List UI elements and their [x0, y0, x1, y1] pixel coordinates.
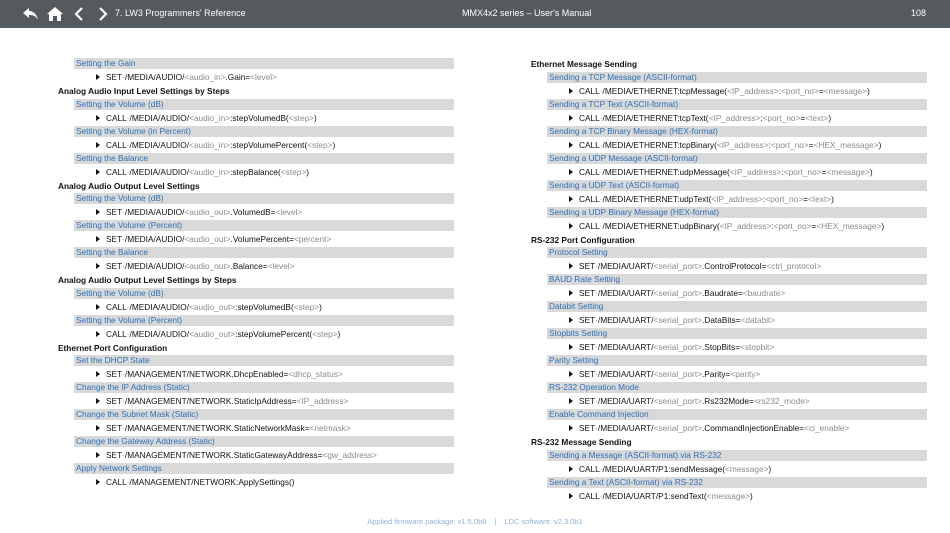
- command-line: [96, 258, 454, 274]
- command-line: [569, 339, 927, 355]
- bullet-arrow-icon: [96, 74, 100, 80]
- command-line: [96, 393, 454, 409]
- command-placeholder: ·: [126, 328, 130, 339]
- bullet-arrow-icon: [96, 425, 100, 431]
- bullet-arrow-icon: [96, 398, 100, 404]
- command-placeholder: <IP_address>: [729, 166, 782, 177]
- command-placeholder: <percent>: [293, 234, 332, 244]
- firmware-version: Applied firmware package: v1.5.0b8: [367, 517, 487, 526]
- command-placeholder: ·: [126, 477, 130, 487]
- command-text: SET: [579, 369, 596, 379]
- command-text: ): [878, 139, 882, 150]
- command-text: ): [337, 328, 341, 339]
- bullet-arrow-icon: [569, 88, 573, 94]
- command-text: ): [881, 220, 885, 231]
- command-link[interactable]: Parity Setting: [547, 355, 927, 366]
- command-placeholder: ·: [595, 423, 598, 433]
- command-placeholder: <IP_address>: [711, 193, 764, 204]
- command-text: /MEDIA/UART/P1:sendText(: [602, 490, 707, 501]
- command-placeholder: <text>: [808, 193, 832, 204]
- navigation-controls: [22, 5, 112, 23]
- command-placeholder: <port_no>: [781, 85, 819, 96]
- command-text: =: [800, 112, 806, 123]
- chevron-left-icon[interactable]: [70, 5, 88, 23]
- command-link[interactable]: Sending a UDP Binary Message (HEX-format): [547, 207, 927, 218]
- command-placeholder: <dhcp_status>: [288, 369, 343, 379]
- command-text: ): [319, 301, 322, 312]
- section-heading: Ethernet Port Configuration: [58, 342, 168, 353]
- command-line: [569, 393, 927, 409]
- left-column: [58, 58, 454, 490]
- section-heading: RS-232 Port Configuration: [531, 234, 635, 245]
- command-placeholder: <audio_out>: [184, 234, 231, 244]
- command-placeholder: <message>: [823, 85, 868, 96]
- header-bar: [0, 0, 950, 28]
- command-placeholder: <level>: [275, 207, 303, 217]
- command-placeholder: ·: [599, 490, 603, 501]
- command-link[interactable]: Sending a UDP Message (ASCII-format): [547, 153, 927, 164]
- command-text: /MANAGEMENT/NETWORK.StaticGatewayAddress=: [124, 450, 323, 460]
- command-text: /MEDIA/ETHERNET:tcpBinary(: [602, 139, 717, 150]
- command-line: [569, 366, 927, 382]
- command-text: SET: [106, 261, 123, 271]
- bullet-arrow-icon: [569, 425, 573, 431]
- command-placeholder: <audio_out>: [184, 207, 231, 217]
- command-placeholder: <databit>: [740, 315, 776, 325]
- bullet-arrow-icon: [569, 142, 573, 148]
- bullet-arrow-icon: [569, 223, 573, 229]
- command-placeholder: ·: [122, 261, 125, 271]
- command-link[interactable]: Change the IP Address (Static): [74, 382, 454, 393]
- home-icon[interactable]: [46, 5, 64, 23]
- command-link[interactable]: Setting the Volume (dB): [74, 288, 454, 299]
- command-line: [96, 164, 454, 180]
- command-placeholder: <audio_out>: [184, 261, 231, 271]
- command-text: SET: [579, 342, 596, 352]
- command-text: =: [811, 220, 817, 231]
- command-placeholder: <audio_out>: [189, 301, 236, 312]
- command-text: ): [332, 139, 336, 150]
- command-placeholder: ·: [126, 301, 130, 312]
- command-placeholder: <message>: [725, 463, 769, 474]
- command-text: /MEDIA/AUDIO/: [124, 234, 185, 244]
- command-text: .Baudrate=: [701, 288, 743, 298]
- command-text: /MEDIA/UART/: [597, 342, 654, 352]
- command-placeholder: <port_no>: [783, 166, 822, 177]
- right-column: [531, 58, 927, 504]
- command-placeholder: <level>: [267, 261, 295, 271]
- command-line: [569, 83, 927, 99]
- command-placeholder: ·: [599, 85, 603, 96]
- command-placeholder: <audio_in>: [189, 112, 231, 123]
- bullet-arrow-icon: [96, 142, 100, 148]
- command-line: [569, 258, 927, 274]
- command-placeholder: <IP_address>: [296, 396, 349, 406]
- command-text: /MEDIA/UART/: [597, 423, 654, 433]
- command-link[interactable]: Setting the Volume (Percent): [74, 220, 454, 231]
- command-line: [96, 231, 454, 247]
- command-placeholder: ·: [122, 423, 125, 433]
- command-link[interactable]: Protocol Setting: [547, 247, 927, 258]
- section-heading: Analog Audio Output Level Settings by Steps: [58, 275, 237, 285]
- command-text: =: [808, 139, 814, 150]
- command-text: SET: [106, 207, 123, 217]
- command-placeholder: <IP_address>: [716, 139, 769, 150]
- command-text: ): [768, 463, 772, 474]
- command-placeholder: ·: [599, 112, 603, 123]
- command-link[interactable]: Setting the Balance: [74, 247, 454, 258]
- command-placeholder: <audio_in>: [189, 166, 231, 177]
- command-line: [569, 191, 927, 207]
- command-placeholder: ·: [595, 342, 598, 352]
- command-text: .StopBits=: [701, 342, 741, 352]
- command-link[interactable]: RS-232 Operation Mode: [547, 382, 927, 393]
- command-placeholder: ·: [126, 166, 130, 177]
- bullet-arrow-icon: [96, 479, 100, 485]
- command-placeholder: ·: [126, 139, 130, 150]
- command-text: CALL: [579, 166, 600, 177]
- command-line: [96, 447, 454, 463]
- command-placeholder: ·: [122, 72, 125, 82]
- command-placeholder: <gw_address>: [322, 450, 377, 460]
- bullet-arrow-icon: [96, 371, 100, 377]
- command-placeholder: ·: [122, 450, 125, 460]
- command-text: CALL: [106, 139, 127, 150]
- command-link[interactable]: Stopbits Setting: [547, 328, 927, 339]
- command-text: CALL: [579, 193, 600, 204]
- command-link[interactable]: Enable Command Injection: [547, 409, 927, 420]
- command-placeholder: ·: [595, 396, 598, 406]
- command-text: SET: [106, 72, 123, 82]
- command-placeholder: ·: [122, 396, 125, 406]
- command-placeholder: ·: [122, 207, 125, 217]
- bullet-arrow-icon: [569, 115, 573, 121]
- command-placeholder: <serial_port>: [653, 369, 702, 379]
- command-text: /MEDIA/UART/: [597, 396, 654, 406]
- command-placeholder: <port_no>: [765, 193, 804, 204]
- command-link[interactable]: Setting the Volume (dB): [74, 99, 454, 110]
- command-text: /MEDIA/ETHERNET:udpBinary(: [602, 220, 720, 231]
- command-text: CALL: [579, 112, 600, 123]
- command-text: =: [818, 85, 824, 96]
- command-placeholder: <netmask>: [309, 423, 351, 433]
- command-placeholder: <serial_port>: [653, 396, 702, 406]
- bullet-arrow-icon: [96, 169, 100, 175]
- command-placeholder: <ci_enable>: [804, 423, 850, 433]
- command-placeholder: <serial_port>: [653, 342, 702, 352]
- command-line: [96, 137, 454, 153]
- command-text: ): [306, 166, 309, 177]
- command-text: SET: [106, 423, 123, 433]
- command-text: :: [763, 193, 766, 204]
- command-text: .Parity=: [701, 369, 731, 379]
- command-placeholder: ·: [126, 112, 130, 123]
- command-link[interactable]: Setting the Volume (dB): [74, 193, 454, 204]
- command-text: CALL: [579, 463, 600, 474]
- command-placeholder: <step>: [288, 112, 315, 123]
- command-link[interactable]: Sending a Text (ASCII-format) via RS-232: [547, 477, 927, 488]
- command-text: .ControlProtocol=: [701, 261, 767, 271]
- bullet-arrow-icon: [569, 317, 573, 323]
- command-placeholder: <HEX_message>: [813, 139, 879, 150]
- command-text: ): [314, 112, 317, 123]
- bullet-arrow-icon: [569, 290, 573, 296]
- command-placeholder: <ctrl_protocol>: [766, 261, 822, 271]
- command-placeholder: <serial_port>: [653, 261, 702, 271]
- command-placeholder: ·: [122, 234, 125, 244]
- command-text: /MEDIA/AUDIO/: [124, 72, 185, 82]
- command-text: CALL: [579, 139, 600, 150]
- command-text: SET: [106, 234, 123, 244]
- command-line: [96, 299, 454, 315]
- command-line: [96, 69, 454, 85]
- command-placeholder: <rs232_mode>: [753, 396, 810, 406]
- command-link[interactable]: Databit Setting: [547, 301, 927, 312]
- command-placeholder: ·: [122, 369, 125, 379]
- software-version: LDC software: v2.3.0b1: [504, 517, 583, 526]
- command-placeholder: <serial_port>: [653, 423, 702, 433]
- command-text: SET: [579, 261, 596, 271]
- bullet-arrow-icon: [96, 263, 100, 269]
- command-placeholder: ·: [595, 315, 598, 325]
- command-text: CALL: [579, 220, 600, 231]
- command-text: ): [831, 193, 834, 204]
- command-text: :: [778, 85, 781, 96]
- command-text: ): [828, 112, 832, 123]
- command-link[interactable]: Setting the Volume (in Percent): [74, 126, 454, 137]
- command-line: [96, 366, 454, 382]
- command-text: /MEDIA/AUDIO/: [129, 166, 189, 177]
- command-text: SET: [106, 450, 123, 460]
- command-placeholder: <IP_address>: [719, 220, 772, 231]
- back-icon[interactable]: [22, 5, 40, 23]
- command-placeholder: <step>: [293, 301, 320, 312]
- command-text: :stepVolumedB(: [235, 301, 294, 312]
- command-line: [569, 488, 927, 504]
- command-line: [96, 474, 454, 490]
- command-text: ): [869, 166, 873, 177]
- command-link[interactable]: Sending a UDP Text (ASCII-format): [547, 180, 927, 191]
- bullet-arrow-icon: [569, 169, 573, 175]
- command-text: /MANAGEMENT/NETWORK.StaticIpAddress=: [124, 396, 297, 406]
- command-text: /MANAGEMENT/NETWORK:ApplySettings(): [129, 477, 295, 487]
- command-link[interactable]: Sending a TCP Text (ASCII-format): [547, 99, 927, 110]
- command-placeholder: <IP_address>: [727, 85, 779, 96]
- command-link[interactable]: Sending a TCP Message (ASCII-format): [547, 72, 927, 83]
- command-text: /MANAGEMENT/NETWORK.StaticNetworkMask=: [124, 423, 310, 433]
- command-text: CALL: [106, 328, 127, 339]
- command-text: SET: [579, 288, 596, 298]
- command-text: .VolumedB=: [230, 207, 276, 217]
- command-text: CALL: [579, 85, 600, 96]
- command-text: CALL: [579, 490, 600, 501]
- command-text: SET: [106, 396, 123, 406]
- command-text: .VolumePercent=: [230, 234, 294, 244]
- command-line: [96, 326, 454, 342]
- command-placeholder: ·: [599, 193, 603, 204]
- command-line: [569, 312, 927, 328]
- command-text: /MEDIA/UART/: [597, 261, 654, 271]
- command-text: /MANAGEMENT/NETWORK.DhcpEnabled=: [124, 369, 289, 379]
- command-text: .CommandInjectionEnable=: [701, 423, 805, 433]
- command-link[interactable]: Apply Network Settings: [74, 463, 454, 474]
- command-placeholder: <step>: [312, 328, 338, 339]
- command-text: /MEDIA/AUDIO/: [129, 328, 189, 339]
- command-text: /MEDIA/AUDIO/: [129, 301, 189, 312]
- command-text: .Balance=: [230, 261, 268, 271]
- command-text: =: [803, 193, 809, 204]
- command-text: .Rs232Mode=: [701, 396, 754, 406]
- command-text: /MEDIA/ETHERNET:udpMessage(: [602, 166, 730, 177]
- bullet-arrow-icon: [96, 209, 100, 215]
- command-text: /MEDIA/ETHERNET:tcpMessage(: [602, 85, 728, 96]
- bullet-arrow-icon: [569, 196, 573, 202]
- command-placeholder: ·: [599, 139, 603, 150]
- command-text: CALL: [106, 301, 127, 312]
- bullet-arrow-icon: [569, 398, 573, 404]
- command-placeholder: <message>: [826, 166, 870, 177]
- command-text: :: [781, 166, 784, 177]
- command-placeholder: <parity>: [730, 369, 761, 379]
- command-link[interactable]: Change the Gateway Address (Static): [74, 436, 454, 447]
- document-title: MMX4x2 series – User's Manual: [462, 8, 592, 18]
- command-text: CALL: [106, 166, 127, 177]
- command-placeholder: <step>: [307, 139, 333, 150]
- command-text: :stepBalance(: [230, 166, 281, 177]
- bullet-arrow-icon: [96, 331, 100, 337]
- command-placeholder: ·: [599, 463, 603, 474]
- page-number: 108: [910, 8, 926, 18]
- section-heading: Analog Audio Input Level Settings by Steps: [58, 86, 230, 96]
- command-placeholder: <message>: [706, 490, 750, 501]
- command-link[interactable]: Change the Subnet Mask (Static): [74, 409, 454, 420]
- command-placeholder: <audio_in>: [189, 139, 231, 150]
- command-line: [569, 461, 927, 477]
- command-text: =: [821, 166, 827, 177]
- command-link[interactable]: Set the DHCP State: [74, 355, 454, 366]
- command-text: ): [867, 85, 870, 96]
- command-link[interactable]: Setting the Gain: [74, 58, 454, 69]
- command-line: [96, 110, 454, 126]
- command-line: [569, 110, 927, 126]
- bullet-arrow-icon: [96, 236, 100, 242]
- command-link[interactable]: Sending a Message (ASCII-format) via RS-232: [547, 450, 927, 461]
- bullet-arrow-icon: [569, 493, 573, 499]
- command-text: SET: [579, 315, 596, 325]
- command-link[interactable]: Setting the Balance: [74, 153, 454, 164]
- bullet-arrow-icon: [569, 371, 573, 377]
- section-heading: Analog Audio Output Level Settings: [58, 180, 200, 191]
- command-text: :: [768, 139, 771, 150]
- section-heading: RS-232 Message Sending: [531, 437, 632, 447]
- command-text: SET: [579, 396, 596, 406]
- command-line: [569, 420, 927, 436]
- command-placeholder: ·: [595, 288, 598, 298]
- command-placeholder: ·: [599, 166, 603, 177]
- footer-separator: |: [494, 517, 497, 526]
- command-text: /MEDIA/UART/: [597, 315, 654, 325]
- bullet-arrow-icon: [569, 466, 573, 472]
- command-placeholder: <serial_port>: [653, 315, 702, 325]
- command-placeholder: <level>: [250, 72, 277, 82]
- command-line: [96, 420, 454, 436]
- command-text: /MEDIA/UART/: [597, 288, 654, 298]
- command-text: ): [749, 490, 753, 501]
- command-placeholder: ·: [599, 220, 603, 231]
- command-line: [569, 285, 927, 301]
- command-placeholder: <audio_out>: [189, 328, 236, 339]
- command-placeholder: <serial_port>: [653, 288, 702, 298]
- command-text: /MEDIA/ETHERNET:udpText(: [602, 193, 712, 204]
- command-text: /MEDIA/UART/: [597, 369, 654, 379]
- command-link[interactable]: Sending a TCP Binary Message (HEX-format): [547, 126, 927, 137]
- command-placeholder: ·: [595, 261, 598, 271]
- chevron-right-icon[interactable]: [94, 5, 112, 23]
- command-placeholder: ·: [595, 369, 598, 379]
- command-placeholder: <port_no>: [770, 139, 809, 150]
- command-line: [569, 137, 927, 153]
- command-text: .DataBits=: [701, 315, 741, 325]
- bullet-arrow-icon: [569, 263, 573, 269]
- command-placeholder: <text>: [805, 112, 829, 123]
- command-line: [569, 218, 927, 234]
- chapter-title[interactable]: 7. LW3 Programmers' Reference: [115, 8, 246, 18]
- command-text: .Gain=: [225, 72, 251, 82]
- command-placeholder: <port_no>: [762, 112, 801, 123]
- command-text: :stepVolumedB(: [230, 112, 289, 123]
- command-placeholder: <HEX_message>: [816, 220, 882, 231]
- command-text: SET: [106, 369, 123, 379]
- command-line: [569, 164, 927, 180]
- command-text: :stepVolumePercent(: [230, 139, 308, 150]
- command-placeholder: <stopbit>: [740, 342, 775, 352]
- command-placeholder: <audio_in>: [184, 72, 226, 82]
- command-text: CALL: [106, 477, 127, 487]
- command-text: /MEDIA/AUDIO/: [124, 207, 185, 217]
- command-text: /MEDIA/UART/P1:sendMessage(: [602, 463, 726, 474]
- command-link[interactable]: Setting the Volume (Percent): [74, 315, 454, 326]
- command-text: CALL: [106, 112, 127, 123]
- command-link[interactable]: BAUD Rate Setting: [547, 274, 927, 285]
- command-text: :: [760, 112, 763, 123]
- bullet-arrow-icon: [569, 344, 573, 350]
- command-text: SET: [579, 423, 596, 433]
- command-text: /MEDIA/AUDIO/: [124, 261, 185, 271]
- command-text: /MEDIA/ETHERNET:tcpText(: [602, 112, 709, 123]
- command-placeholder: <port_no>: [773, 220, 812, 231]
- bullet-arrow-icon: [96, 304, 100, 310]
- command-placeholder: <IP_address>: [708, 112, 761, 123]
- command-line: [96, 204, 454, 220]
- bullet-arrow-icon: [96, 452, 100, 458]
- command-text: /MEDIA/AUDIO/: [129, 112, 189, 123]
- command-text: /MEDIA/AUDIO/: [129, 139, 189, 150]
- bullet-arrow-icon: [96, 115, 100, 121]
- section-heading: Ethernet Message Sending: [531, 59, 638, 69]
- command-text: :stepVolumePercent(: [235, 328, 313, 339]
- command-text: :: [771, 220, 774, 231]
- footer: [0, 517, 950, 526]
- command-placeholder: <step>: [280, 166, 307, 177]
- command-placeholder: <baudrate>: [742, 288, 786, 298]
